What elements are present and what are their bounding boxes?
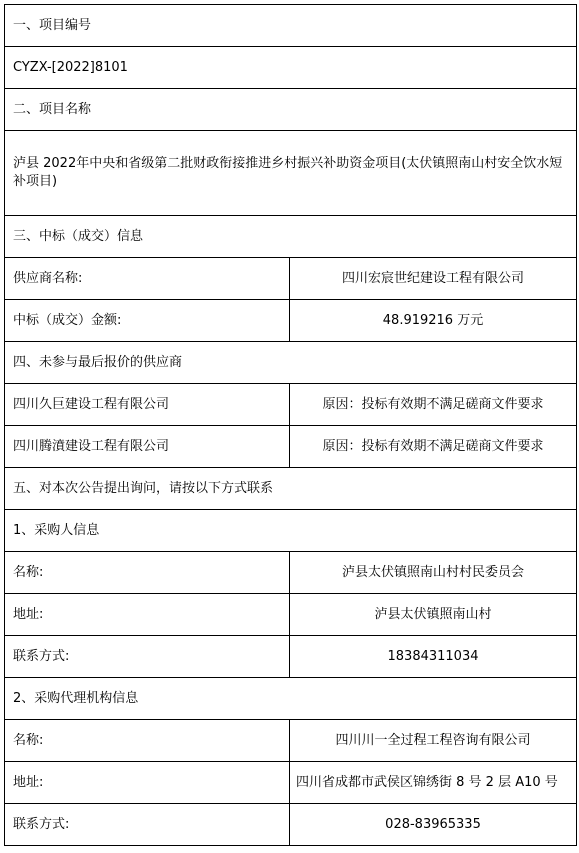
- section-contact-title: 五、对本次公告提出询问，请按以下方式联系: [5, 468, 577, 510]
- amount-value: 48.919216 万元: [290, 300, 577, 342]
- supplier-label: 供应商名称:: [5, 258, 290, 300]
- non-bidder-name: 四川腾濆建设工程有限公司: [5, 426, 290, 468]
- supplier-value: 四川宏宸世纪建设工程有限公司: [290, 258, 577, 300]
- non-bidder-reason: 原因：投标有效期不满足磋商文件要求: [290, 384, 577, 426]
- purchaser-address-value: 泸县太伏镇照南山村: [290, 594, 577, 636]
- purchaser-address-label: 地址:: [5, 594, 290, 636]
- section-project-number-title: 一、项目编号: [5, 5, 577, 47]
- non-bidder-name: 四川久巨建设工程有限公司: [5, 384, 290, 426]
- section-project-name-title: 二、项目名称: [5, 89, 577, 131]
- project-number: CYZX-[2022]8101: [5, 47, 577, 89]
- section-non-bidders-title: 四、未参与最后报价的供应商: [5, 342, 577, 384]
- announcement-table: [4, 4, 577, 846]
- purchaser-contact-label: 联系方式:: [5, 636, 290, 678]
- project-name: 泸县 2022年中央和省级第二批财政衔接推进乡村振兴补助资金项目(太伏镇照南山村安全饮水短补项目): [5, 131, 577, 216]
- agency-contact-label: 联系方式:: [5, 804, 290, 846]
- purchaser-name-label: 名称:: [5, 552, 290, 594]
- agency-address-value: 四川省成都市武侯区锦绣街 8 号 2 层 A10 号: [290, 762, 577, 804]
- agency-address-label: 地址:: [5, 762, 290, 804]
- amount-label: 中标（成交）金额:: [5, 300, 290, 342]
- purchaser-name-value: 泸县太伏镇照南山村村民委员会: [290, 552, 577, 594]
- non-bidder-reason: 原因：投标有效期不满足磋商文件要求: [290, 426, 577, 468]
- agency-name-label: 名称:: [5, 720, 290, 762]
- agency-name-value: 四川川一全过程工程咨询有限公司: [290, 720, 577, 762]
- agency-info-title: 2、采购代理机构信息: [5, 678, 577, 720]
- purchaser-contact-value: 18384311034: [290, 636, 577, 678]
- agency-contact-value: 028-83965335: [290, 804, 577, 846]
- purchaser-info-title: 1、采购人信息: [5, 510, 577, 552]
- section-award-title: 三、中标（成交）信息: [5, 216, 577, 258]
